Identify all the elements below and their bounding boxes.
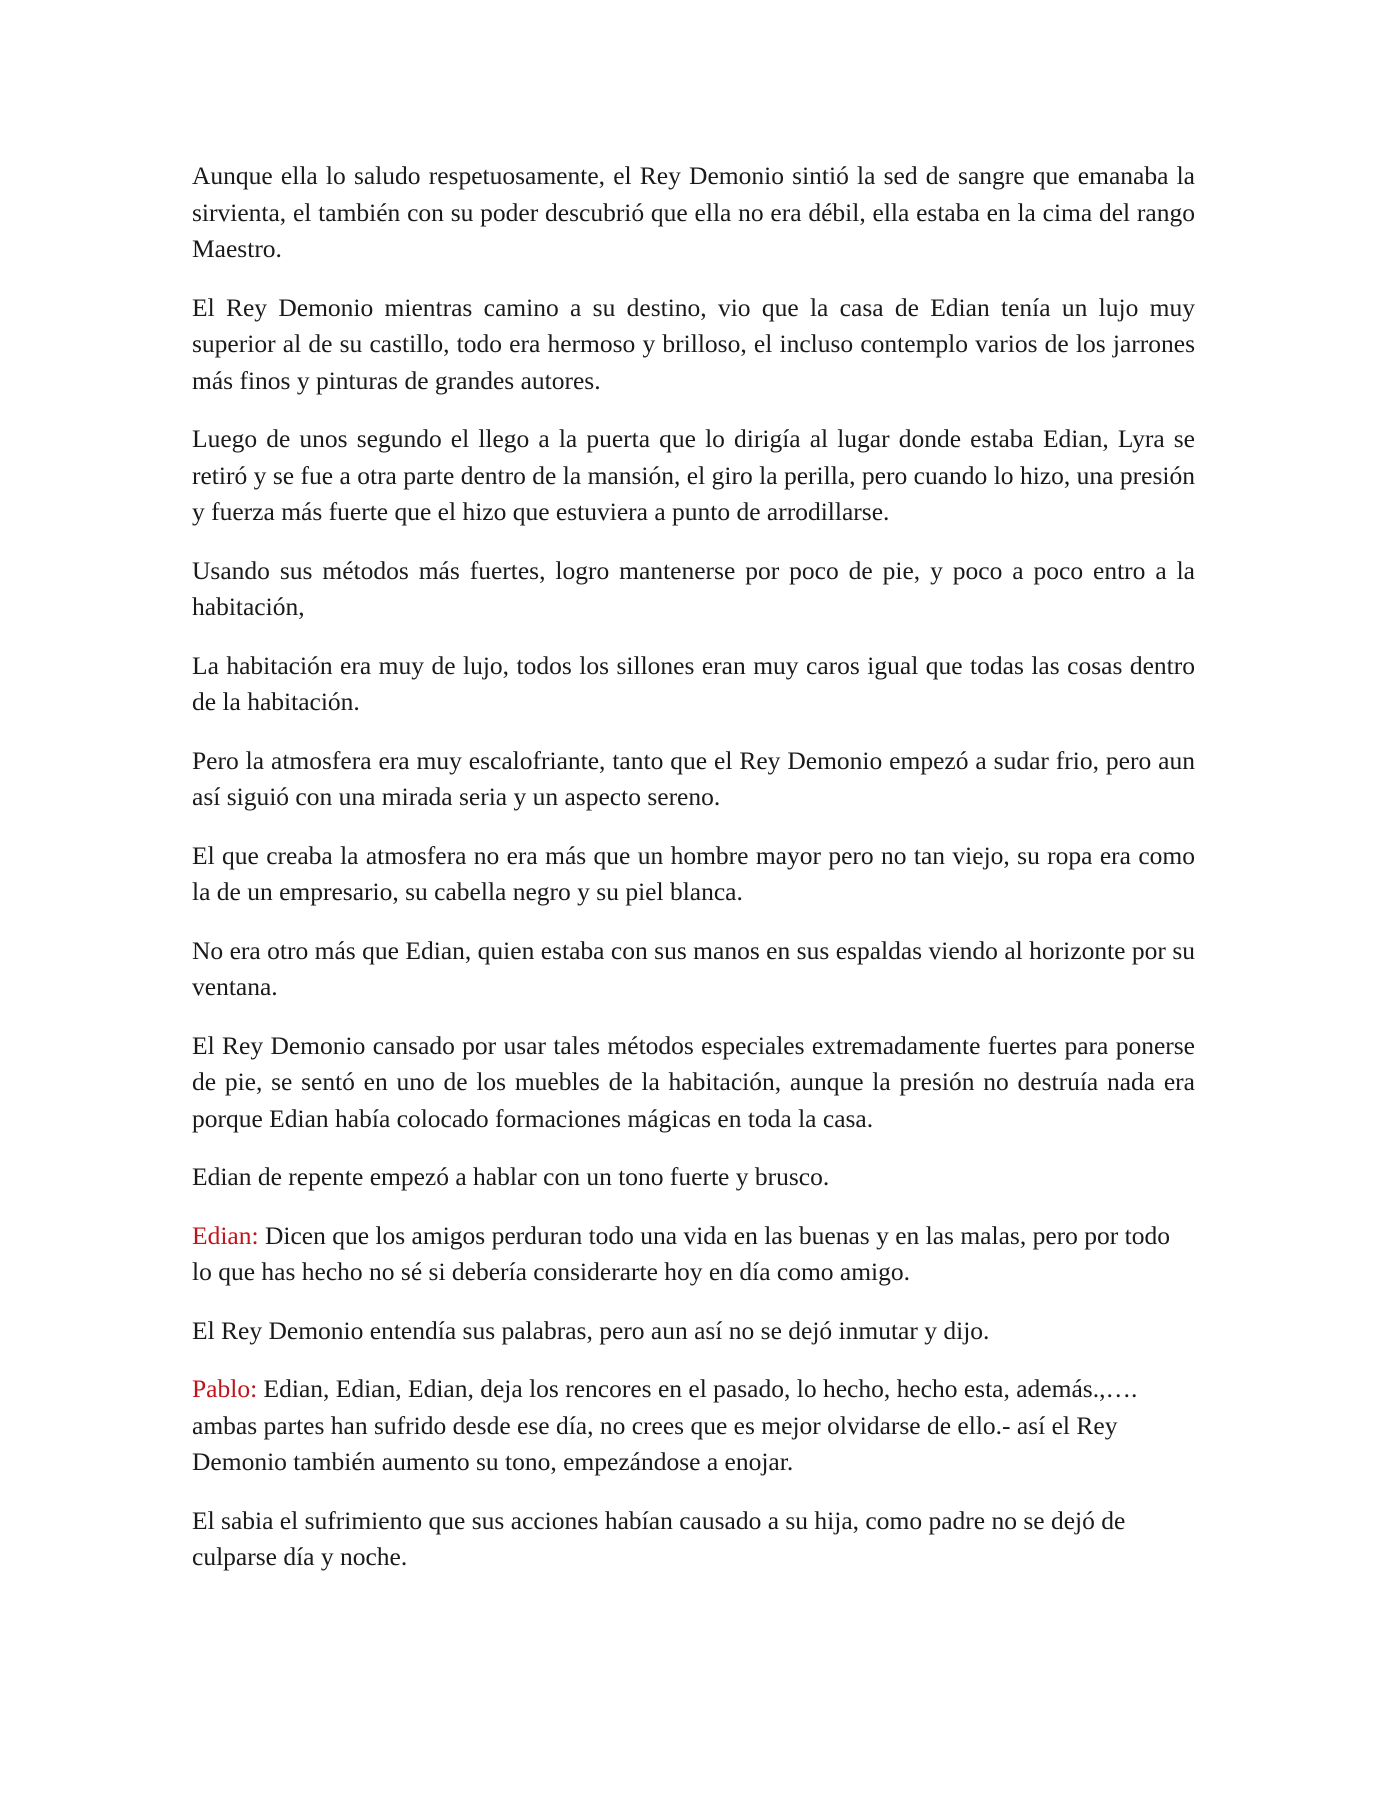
paragraph-text: La habitación era muy de lujo, todos los sillones eran muy caros igual que todas las cosas dentro de la habitación.: [192, 650, 1195, 716]
paragraph-6: [192, 743, 1195, 816]
paragraph-8: [192, 933, 1195, 1006]
paragraph-text: Edian de repente empezó a hablar con un tono fuerte y brusco.: [192, 1162, 830, 1191]
paragraph-text: Usando sus métodos más fuertes, logro mantenerse por poco de pie, y poco a poco entro a la habitación,: [192, 555, 1195, 621]
paragraph-2: [192, 290, 1195, 400]
speaker-label: Pablo:: [192, 1374, 258, 1403]
paragraph-text: El Rey Demonio mientras camino a su destino, vio que la casa de Edian tenía un lujo muy superior al de su castillo, todo era hermoso y brilloso, el incluso contemplo varios de los jarrones más finos y pinturas de grandes autores.: [192, 292, 1195, 395]
paragraph-text: No era otro más que Edian, quien estaba con sus manos en sus espaldas viendo al horizonte por su ventana.: [192, 935, 1195, 1001]
speaker-label: Edian:: [192, 1220, 259, 1250]
paragraph-text: Aunque ella lo saludo respetuosamente, el Rey Demonio sintió la sed de sangre que emanaba la sirvienta, el también con su poder descubrió que ella no era débil, ella estaba en la cima del rango Maestro.: [192, 161, 1195, 263]
paragraph-text: El Rey Demonio entendía sus palabras, pero aun así no se dejó inmutar y dijo.: [192, 1315, 990, 1345]
paragraph-10: [192, 1159, 1195, 1196]
paragraph-14: [192, 1503, 1195, 1576]
document-page: [192, 158, 1195, 1598]
paragraph-text: El que creaba la atmosfera no era más que un hombre mayor pero no tan viejo, su ropa era como la de un empresario, su cabella negro y su piel blanca.: [192, 840, 1195, 906]
paragraph-4: [192, 553, 1195, 626]
dialogue-text: Edian, Edian, Edian, deja los rencores en el pasado, lo hecho, hecho esta, además.,…. ambas partes han sufrido desde ese día, no crees que es mejor olvidarse de ello.- así el Rey Demonio también aumento su tono, empezándose a enojar.: [192, 1374, 1138, 1476]
paragraph-text: El Rey Demonio cansado por usar tales métodos especiales extremadamente fuertes para ponerse de pie, se sentó en uno de los muebles de la habitación, aunque la presión no destruía nada era porque Edian había colocado formaciones mágicas en toda la casa.: [192, 1030, 1195, 1133]
paragraph-5: [192, 648, 1195, 721]
paragraph-3: [192, 421, 1195, 531]
paragraph-text: Pero la atmosfera era muy escalofriante, tanto que el Rey Demonio empezó a sudar frio, pero aun así siguió con una mirada seria y un aspecto sereno.: [192, 745, 1195, 811]
paragraph-7: [192, 838, 1195, 911]
paragraph-text: Luego de unos segundo el llego a la puerta que lo dirigía al lugar donde estaba Edian, Lyra se retiró y se fue a otra parte dentro de la mansión, el giro la perilla, pero cuando lo hizo, una presión y fuerza más fuerte que el hizo que estuviera a punto de arrodillarse.: [192, 424, 1195, 526]
paragraph-1: [192, 158, 1195, 268]
dialogue-text: Dicen que los amigos perduran todo una vida en las buenas y en las malas, pero por todo lo que has hecho no sé si debería considerarte hoy en día como amigo.: [192, 1220, 1170, 1286]
paragraph-text: El sabia el sufrimiento que sus acciones habían causado a su hija, como padre no se dejó de culparse día y noche.: [192, 1505, 1126, 1571]
paragraph-9: [192, 1028, 1195, 1138]
dialogue-edian: [192, 1218, 1195, 1291]
dialogue-pablo: [192, 1371, 1195, 1481]
paragraph-12: [192, 1313, 1195, 1350]
